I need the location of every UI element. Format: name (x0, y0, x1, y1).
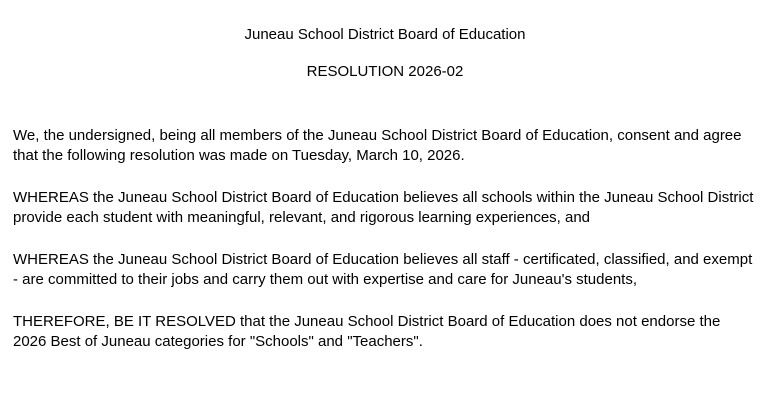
resolution-number-heading: RESOLUTION 2026-02 (306, 62, 464, 80)
whereas-staff-paragraph: WHEREAS the Juneau School District Board of Education believes all staff - certificated, classified, and exempt - are committed to their jobs and carry them out with expertise and care for Juneau's students, (13, 251, 753, 288)
therefore-resolved-paragraph: THEREFORE, BE IT RESOLVED that the Juneau School District Board of Education does not endorse the 2026 Best of Juneau categories for "Schools" and "Teachers". (13, 313, 721, 350)
whereas-schools-paragraph: WHEREAS the Juneau School District Board of Education believes all schools within the Juneau School District provide each student with meaningful, relevant, and rigorous learning experiences, and (13, 189, 754, 226)
document-title: Juneau School District Board of Education (244, 26, 526, 43)
consent-paragraph: We, the undersigned, being all members of the Juneau School District Board of Education, consent and agree that the following resolution was made on Tuesday, March 10, 2026. (13, 127, 742, 164)
